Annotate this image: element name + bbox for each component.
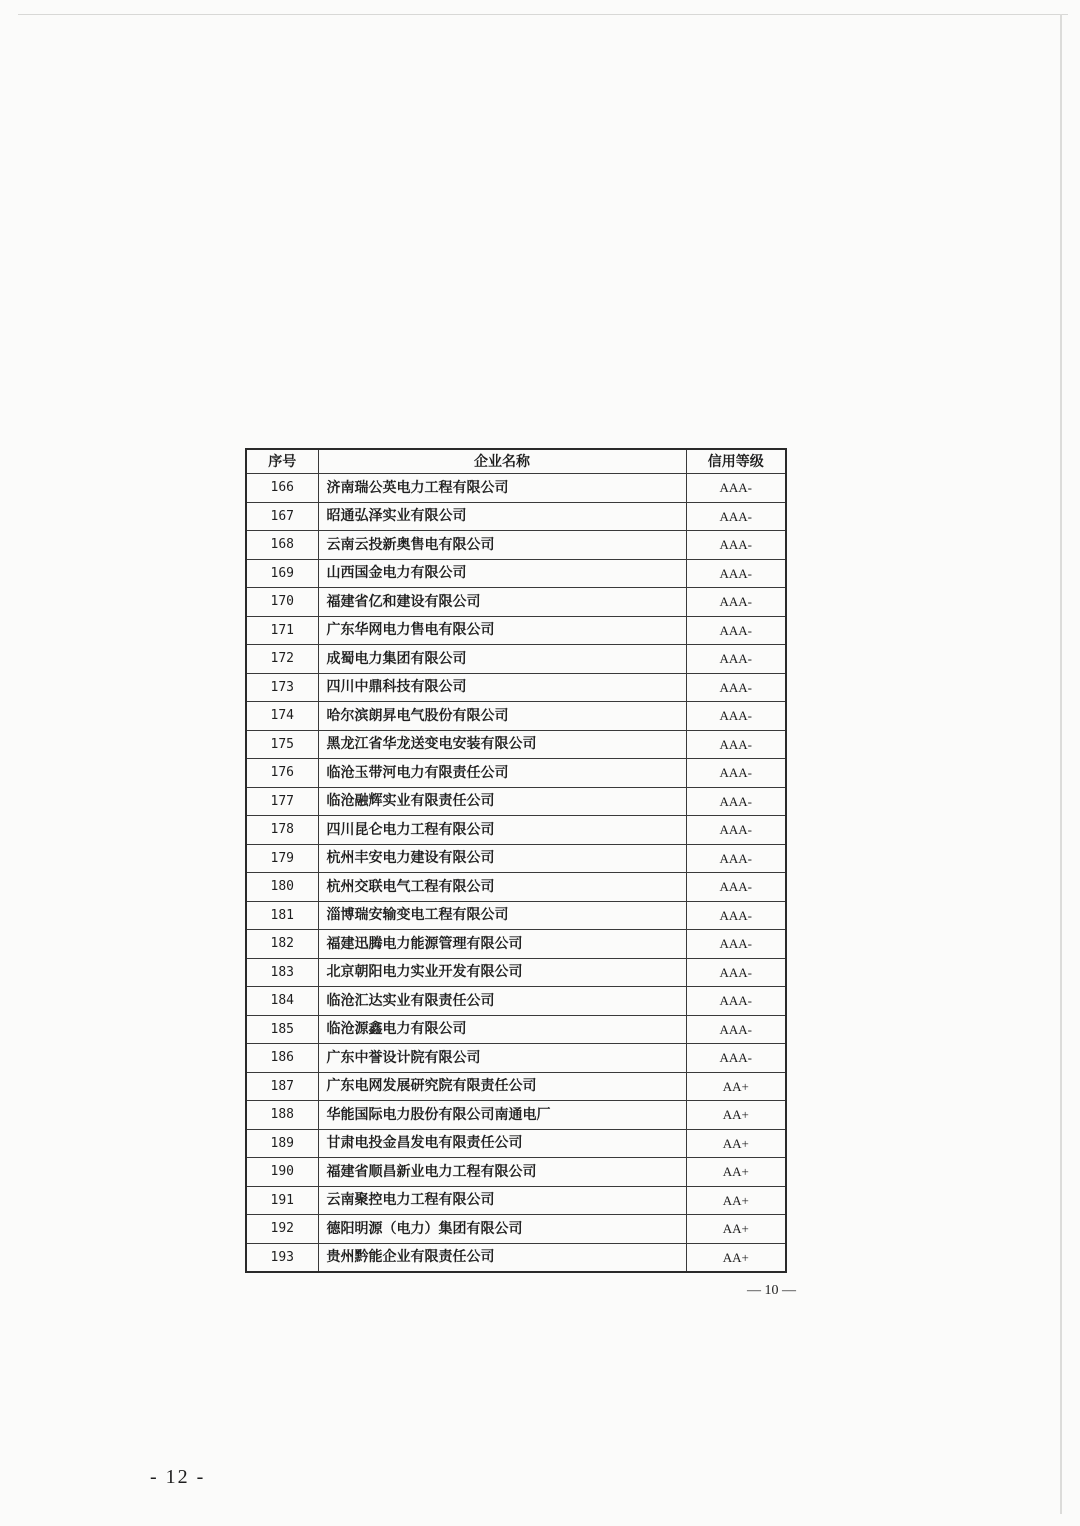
table-row (246, 616, 786, 645)
table-row (246, 1072, 786, 1101)
serial-number-cell: 189 (246, 1129, 318, 1158)
credit-grade-cell: AA+ (686, 1072, 786, 1101)
page-edge-top (18, 14, 1068, 15)
table-row (246, 1129, 786, 1158)
table-row (246, 1015, 786, 1044)
header-serial-number: 序号 (246, 449, 318, 474)
serial-number-cell: 193 (246, 1243, 318, 1272)
table-row (246, 730, 786, 759)
serial-number-cell: 175 (246, 730, 318, 759)
serial-number-cell: 167 (246, 502, 318, 531)
serial-number-cell: 176 (246, 759, 318, 788)
serial-number-cell: 178 (246, 816, 318, 845)
credit-grade-cell: AAA- (686, 901, 786, 930)
credit-grade-cell: AAA- (686, 1015, 786, 1044)
company-name-cell: 贵州黔能企业有限责任公司 (318, 1243, 686, 1272)
serial-number-cell: 168 (246, 531, 318, 560)
serial-number-cell: 188 (246, 1101, 318, 1130)
company-name-cell: 黑龙江省华龙送变电安装有限公司 (318, 730, 686, 759)
credit-grade-cell: AA+ (686, 1186, 786, 1215)
credit-grade-cell: AAA- (686, 930, 786, 959)
credit-grade-cell: AAA- (686, 759, 786, 788)
credit-grade-cell: AAA- (686, 616, 786, 645)
company-name-cell: 哈尔滨朗昇电气股份有限公司 (318, 702, 686, 731)
serial-number-cell: 190 (246, 1158, 318, 1187)
table-row (246, 474, 786, 503)
company-name-cell: 杭州交联电气工程有限公司 (318, 873, 686, 902)
credit-grade-cell: AA+ (686, 1129, 786, 1158)
outer-page-number: - 12 - (150, 1466, 206, 1488)
table-row (246, 1158, 786, 1187)
credit-rating-table (245, 448, 787, 1273)
table-row (246, 844, 786, 873)
credit-grade-cell: AAA- (686, 502, 786, 531)
credit-grade-cell: AAA- (686, 531, 786, 560)
company-name-cell: 福建省顺昌新业电力工程有限公司 (318, 1158, 686, 1187)
table-row (246, 1215, 786, 1244)
table-row (246, 816, 786, 845)
company-name-cell: 广东中誉设计院有限公司 (318, 1044, 686, 1073)
credit-grade-cell: AAA- (686, 958, 786, 987)
header-company-name: 企业名称 (318, 449, 686, 474)
serial-number-cell: 191 (246, 1186, 318, 1215)
serial-number-cell: 187 (246, 1072, 318, 1101)
credit-rating-table-container (245, 448, 785, 1273)
table-row (246, 873, 786, 902)
table-row (246, 502, 786, 531)
company-name-cell: 临沧源鑫电力有限公司 (318, 1015, 686, 1044)
company-name-cell: 临沧玉带河电力有限责任公司 (318, 759, 686, 788)
serial-number-cell: 173 (246, 673, 318, 702)
serial-number-cell: 182 (246, 930, 318, 959)
company-name-cell: 云南云投新奥售电有限公司 (318, 531, 686, 560)
table-row (246, 1044, 786, 1073)
credit-grade-cell: AAA- (686, 873, 786, 902)
serial-number-cell: 179 (246, 844, 318, 873)
company-name-cell: 福建省亿和建设有限公司 (318, 588, 686, 617)
company-name-cell: 甘肃电投金昌发电有限责任公司 (318, 1129, 686, 1158)
company-name-cell: 北京朝阳电力实业开发有限公司 (318, 958, 686, 987)
serial-number-cell: 185 (246, 1015, 318, 1044)
company-name-cell: 济南瑞公英电力工程有限公司 (318, 474, 686, 503)
serial-number-cell: 181 (246, 901, 318, 930)
credit-grade-cell: AAA- (686, 673, 786, 702)
table-row (246, 1101, 786, 1130)
credit-grade-cell: AA+ (686, 1243, 786, 1272)
company-name-cell: 山西国金电力有限公司 (318, 559, 686, 588)
table-row (246, 531, 786, 560)
table-header-row (246, 449, 786, 474)
serial-number-cell: 180 (246, 873, 318, 902)
serial-number-cell: 172 (246, 645, 318, 674)
credit-grade-cell: AAA- (686, 844, 786, 873)
company-name-cell: 云南聚控电力工程有限公司 (318, 1186, 686, 1215)
table-row (246, 673, 786, 702)
company-name-cell: 福建迅腾电力能源管理有限公司 (318, 930, 686, 959)
table-row (246, 930, 786, 959)
company-name-cell: 广东电网发展研究院有限责任公司 (318, 1072, 686, 1101)
table-row (246, 759, 786, 788)
table-row (246, 645, 786, 674)
serial-number-cell: 166 (246, 474, 318, 503)
company-name-cell: 成蜀电力集团有限公司 (318, 645, 686, 674)
company-name-cell: 四川中鼎科技有限公司 (318, 673, 686, 702)
serial-number-cell: 184 (246, 987, 318, 1016)
company-name-cell: 华能国际电力股份有限公司南通电厂 (318, 1101, 686, 1130)
table-row (246, 787, 786, 816)
company-name-cell: 德阳明源（电力）集团有限公司 (318, 1215, 686, 1244)
serial-number-cell: 171 (246, 616, 318, 645)
header-credit-grade: 信用等级 (686, 449, 786, 474)
credit-grade-cell: AAA- (686, 645, 786, 674)
table-row (246, 958, 786, 987)
company-name-cell: 临沧汇达实业有限责任公司 (318, 987, 686, 1016)
table-row (246, 1186, 786, 1215)
credit-grade-cell: AAA- (686, 987, 786, 1016)
credit-grade-cell: AAA- (686, 588, 786, 617)
credit-grade-cell: AAA- (686, 559, 786, 588)
table-row (246, 559, 786, 588)
page-edge-right (1060, 14, 1062, 1514)
serial-number-cell: 177 (246, 787, 318, 816)
credit-grade-cell: AAA- (686, 787, 786, 816)
serial-number-cell: 186 (246, 1044, 318, 1073)
credit-grade-cell: AA+ (686, 1101, 786, 1130)
serial-number-cell: 170 (246, 588, 318, 617)
credit-grade-cell: AAA- (686, 474, 786, 503)
credit-grade-cell: AA+ (686, 1158, 786, 1187)
company-name-cell: 临沧融辉实业有限责任公司 (318, 787, 686, 816)
table-row (246, 702, 786, 731)
credit-grade-cell: AAA- (686, 1044, 786, 1073)
credit-grade-cell: AA+ (686, 1215, 786, 1244)
serial-number-cell: 169 (246, 559, 318, 588)
inner-page-number: — 10 — (747, 1283, 796, 1298)
table-row (246, 1243, 786, 1272)
serial-number-cell: 174 (246, 702, 318, 731)
serial-number-cell: 183 (246, 958, 318, 987)
table-row (246, 901, 786, 930)
credit-grade-cell: AAA- (686, 816, 786, 845)
company-name-cell: 杭州丰安电力建设有限公司 (318, 844, 686, 873)
company-name-cell: 淄博瑞安输变电工程有限公司 (318, 901, 686, 930)
table-row (246, 588, 786, 617)
credit-grade-cell: AAA- (686, 702, 786, 731)
serial-number-cell: 192 (246, 1215, 318, 1244)
table-row (246, 987, 786, 1016)
company-name-cell: 昭通弘泽实业有限公司 (318, 502, 686, 531)
company-name-cell: 广东华网电力售电有限公司 (318, 616, 686, 645)
company-name-cell: 四川昆仑电力工程有限公司 (318, 816, 686, 845)
credit-grade-cell: AAA- (686, 730, 786, 759)
